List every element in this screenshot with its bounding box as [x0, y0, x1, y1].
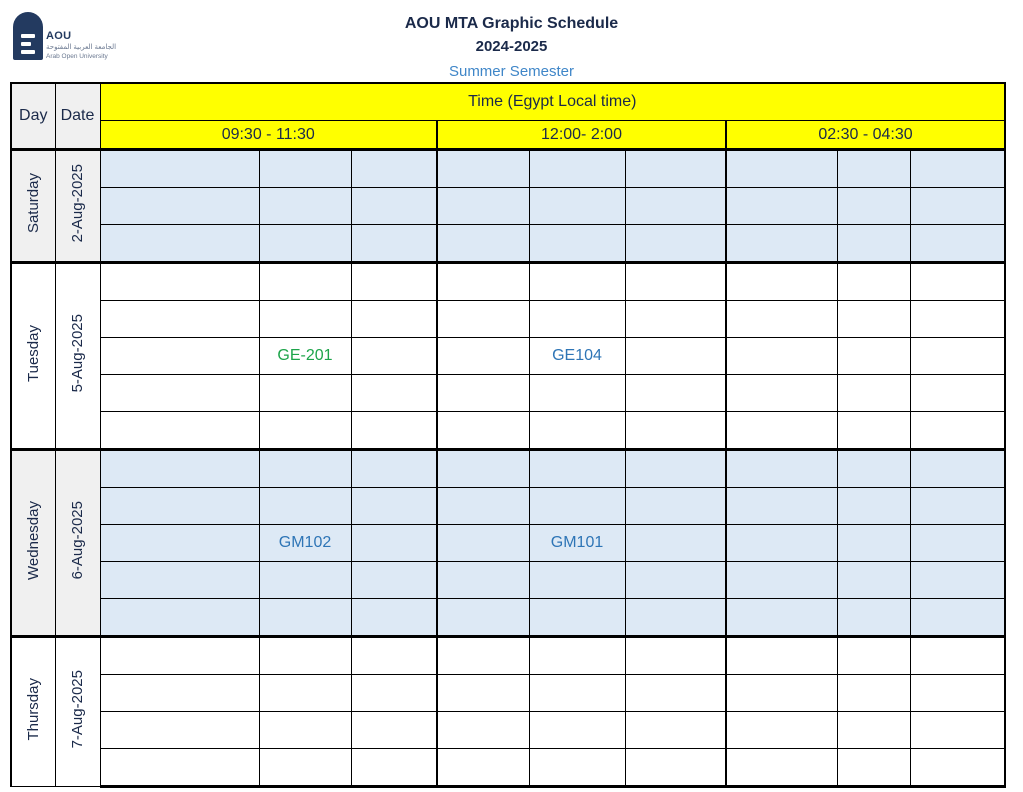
- schedule-cell: [529, 488, 625, 525]
- course-cell-gm101: GM101: [529, 525, 625, 562]
- schedule-cell: [100, 412, 259, 450]
- schedule-cell: [726, 675, 837, 712]
- schedule-cell: [259, 263, 351, 301]
- day-cell-tuesday: Tuesday: [11, 263, 55, 450]
- schedule-cell: [837, 338, 910, 375]
- schedule-cell: [910, 338, 1005, 375]
- schedule-cell: [529, 450, 625, 488]
- schedule-cell: [351, 749, 437, 787]
- schedule-cell: [726, 301, 837, 338]
- time-header: Time (Egypt Local time): [100, 83, 1005, 121]
- schedule-cell: [726, 188, 837, 225]
- schedule-cell: [259, 375, 351, 412]
- schedule-cell: [726, 263, 837, 301]
- schedule-cell: [100, 150, 259, 188]
- schedule-cell: [437, 263, 529, 301]
- schedule-cell: [837, 525, 910, 562]
- schedule-cell: [351, 488, 437, 525]
- schedule-cell: [351, 525, 437, 562]
- schedule-cell: [437, 375, 529, 412]
- schedule-cell: [437, 525, 529, 562]
- schedule-cell: [437, 749, 529, 787]
- schedule-cell: [910, 301, 1005, 338]
- schedule-cell: [259, 488, 351, 525]
- schedule-cell: [259, 749, 351, 787]
- day-cell-wednesday: Wednesday: [11, 450, 55, 637]
- schedule-cell: [437, 599, 529, 637]
- schedule-cell: [837, 675, 910, 712]
- schedule-cell: [437, 562, 529, 599]
- schedule-cell: [351, 450, 437, 488]
- schedule-cell: [529, 675, 625, 712]
- schedule-cell: [100, 338, 259, 375]
- schedule-cell: [910, 637, 1005, 675]
- schedule-cell: [351, 150, 437, 188]
- schedule-cell: [529, 562, 625, 599]
- schedule-cell: [625, 450, 726, 488]
- schedule-cell: [837, 150, 910, 188]
- schedule-cell: [351, 188, 437, 225]
- schedule-title: AOU MTA Graphic Schedule: [404, 15, 619, 32]
- schedule-cell: [910, 263, 1005, 301]
- schedule-cell: [100, 637, 259, 675]
- schedule-cell: [910, 375, 1005, 412]
- schedule-cell: [100, 599, 259, 637]
- table-row: [11, 412, 1005, 450]
- schedule-cell: [100, 562, 259, 599]
- schedule-cell: [910, 562, 1005, 599]
- schedule-cell: [351, 263, 437, 301]
- table-row: [11, 188, 1005, 225]
- schedule-cell: [625, 188, 726, 225]
- schedule-cell: [726, 225, 837, 263]
- table-row: [11, 562, 1005, 599]
- schedule-cell: [259, 301, 351, 338]
- schedule-cell: [529, 263, 625, 301]
- schedule-cell: [726, 525, 837, 562]
- schedule-cell: [529, 375, 625, 412]
- schedule-cell: [259, 188, 351, 225]
- table-row: [11, 525, 1005, 562]
- schedule-cell: [259, 225, 351, 263]
- schedule-cell: [726, 637, 837, 675]
- table-row: [11, 749, 1005, 787]
- schedule-cell: [351, 301, 437, 338]
- date-cell-tuesday: 5-Aug-2025: [55, 263, 100, 450]
- schedule-cell: [437, 450, 529, 488]
- schedule-cell: [529, 749, 625, 787]
- schedule-cell: [910, 749, 1005, 787]
- schedule-cell: [625, 637, 726, 675]
- schedule-cell: [837, 188, 910, 225]
- schedule-cell: [529, 225, 625, 263]
- schedule-cell: [837, 488, 910, 525]
- schedule-cell: [910, 712, 1005, 749]
- course-cell-ge201: GE-201: [259, 338, 351, 375]
- schedule-cell: [726, 712, 837, 749]
- table-row: [11, 263, 1005, 301]
- table-row: [11, 675, 1005, 712]
- schedule-cell: [625, 338, 726, 375]
- schedule-cell: [351, 562, 437, 599]
- schedule-cell: [625, 712, 726, 749]
- schedule-cell: [351, 637, 437, 675]
- schedule-cell: [437, 301, 529, 338]
- schedule-cell: [351, 712, 437, 749]
- schedule-cell: [259, 412, 351, 450]
- schedule-cell: [726, 562, 837, 599]
- day-cell-saturday: Saturday: [11, 150, 55, 263]
- schedule-cell: [100, 450, 259, 488]
- schedule-cell: [837, 712, 910, 749]
- schedule-cell: [100, 525, 259, 562]
- schedule-cell: [529, 712, 625, 749]
- table-row: [11, 712, 1005, 749]
- table-row: [11, 375, 1005, 412]
- date-cell-wednesday: 6-Aug-2025: [55, 450, 100, 637]
- schedule-cell: [625, 225, 726, 263]
- table-row: [11, 488, 1005, 525]
- schedule-cell: [351, 225, 437, 263]
- schedule-cell: [100, 375, 259, 412]
- schedule-cell: [100, 188, 259, 225]
- schedule-cell: [100, 225, 259, 263]
- schedule-cell: [100, 749, 259, 787]
- schedule-cell: [726, 338, 837, 375]
- schedule-cell: [437, 412, 529, 450]
- schedule-cell: [351, 375, 437, 412]
- table-row: [11, 599, 1005, 637]
- schedule-cell: [437, 338, 529, 375]
- schedule-cell: [529, 188, 625, 225]
- schedule-cell: [726, 488, 837, 525]
- schedule-cell: [837, 412, 910, 450]
- schedule-cell: [529, 301, 625, 338]
- schedule-cell: [625, 150, 726, 188]
- schedule-cell: [726, 599, 837, 637]
- day-cell-thursday: Thursday: [11, 637, 55, 787]
- schedule-cell: [625, 749, 726, 787]
- logo-abbreviation: AOU: [46, 30, 72, 42]
- table-row: [11, 338, 1005, 375]
- schedule-cell: [351, 412, 437, 450]
- schedule-cell: [910, 188, 1005, 225]
- schedule-cell: [837, 225, 910, 263]
- schedule-cell: [726, 375, 837, 412]
- schedule-cell: [726, 150, 837, 188]
- schedule-cell: [625, 599, 726, 637]
- table-row: [11, 637, 1005, 675]
- schedule-cell: [726, 412, 837, 450]
- schedule-cell: [910, 412, 1005, 450]
- academic-year: 2024-2025: [475, 38, 548, 55]
- slot-header-morning: 09:30 - 11:30: [100, 121, 437, 150]
- schedule-cell: [437, 150, 529, 188]
- schedule-cell: [437, 225, 529, 263]
- schedule-cell: [529, 599, 625, 637]
- schedule-cell: [837, 301, 910, 338]
- schedule-cell: [529, 150, 625, 188]
- schedule-cell: [100, 675, 259, 712]
- schedule-cell: [100, 712, 259, 749]
- schedule-cell: [910, 150, 1005, 188]
- schedule-cell: [837, 562, 910, 599]
- schedule-cell: [837, 599, 910, 637]
- date-cell-thursday: 7-Aug-2025: [55, 637, 100, 787]
- header-row: [11, 83, 1005, 121]
- slot-header-row: [11, 121, 1005, 150]
- table-row: [11, 450, 1005, 488]
- schedule-cell: [259, 675, 351, 712]
- schedule-cell: [625, 301, 726, 338]
- schedule-cell: [259, 637, 351, 675]
- schedule-cell: [351, 599, 437, 637]
- schedule-cell: [625, 488, 726, 525]
- schedule-cell: [625, 675, 726, 712]
- schedule-cell: [529, 637, 625, 675]
- schedule-cell: [910, 675, 1005, 712]
- slot-header-midday: 12:00- 2:00: [437, 121, 726, 150]
- schedule-cell: [100, 263, 259, 301]
- schedule-cell: [529, 412, 625, 450]
- schedule-cell: [437, 637, 529, 675]
- schedule-cell: [910, 525, 1005, 562]
- schedule-cell: [351, 675, 437, 712]
- schedule-cell: [437, 488, 529, 525]
- schedule-cell: [910, 225, 1005, 263]
- semester-label: Summer Semester: [448, 63, 575, 80]
- date-column-header: Date: [55, 83, 100, 150]
- schedule-table: [10, 82, 1006, 788]
- schedule-cell: [726, 749, 837, 787]
- schedule-cell: [437, 675, 529, 712]
- schedule-cell: [259, 599, 351, 637]
- schedule-cell: [910, 450, 1005, 488]
- schedule-cell: [625, 562, 726, 599]
- schedule-cell: [100, 488, 259, 525]
- schedule-cell: [259, 562, 351, 599]
- schedule-cell: [910, 599, 1005, 637]
- schedule-cell: [437, 188, 529, 225]
- schedule-cell: [259, 150, 351, 188]
- schedule-cell: [625, 263, 726, 301]
- schedule-cell: [910, 488, 1005, 525]
- schedule-cell: [100, 301, 259, 338]
- date-cell-saturday: 2-Aug-2025: [55, 150, 100, 263]
- slot-header-afternoon: 02:30 - 04:30: [726, 121, 1005, 150]
- schedule-cell: [625, 412, 726, 450]
- logo-arabic-name: الجامعة العربية المفتوحة: [46, 44, 117, 51]
- schedule-cell: [837, 450, 910, 488]
- course-cell-ge104: GE104: [529, 338, 625, 375]
- schedule-cell: [837, 375, 910, 412]
- schedule-cell: [437, 712, 529, 749]
- logo-english-name: Arab Open University: [46, 53, 108, 60]
- schedule-cell: [726, 450, 837, 488]
- schedule-cell: [837, 749, 910, 787]
- course-cell-gm102: GM102: [259, 525, 351, 562]
- schedule-cell: [625, 375, 726, 412]
- table-row: [11, 301, 1005, 338]
- schedule-cell: [259, 712, 351, 749]
- table-row: [11, 150, 1005, 188]
- day-column-header: Day: [11, 83, 55, 150]
- schedule-cell: [837, 637, 910, 675]
- schedule-cell: [837, 263, 910, 301]
- schedule-cell: [625, 525, 726, 562]
- schedule-cell: [351, 338, 437, 375]
- table-row: [11, 225, 1005, 263]
- schedule-cell: [259, 450, 351, 488]
